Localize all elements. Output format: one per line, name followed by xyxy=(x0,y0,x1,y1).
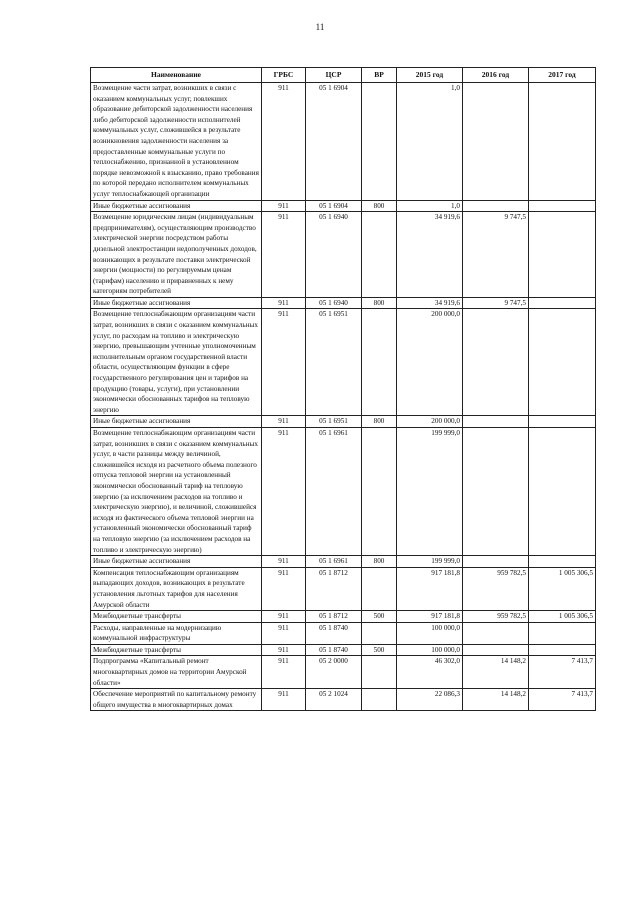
cell-2015: 100 000,0 xyxy=(397,644,463,656)
cell-csr: 05 1 6904 xyxy=(306,200,362,212)
table-row xyxy=(91,297,596,309)
table-row xyxy=(91,416,596,428)
cell-csr: 05 1 6961 xyxy=(306,556,362,568)
cell-2017 xyxy=(529,83,596,201)
cell-2016: 9 747,5 xyxy=(463,297,529,309)
cell-name: Возмещение юридическим лицам (индивидуальным предпринимателям), осуществляющим производство электрической энергии посредством работы дизельной электростанции недополученных доходов, возникающих в результате поставки электрической энергии (мощности) по регулируемым ценам (тарифам) населению и приравненных к нему категориям потребителей xyxy=(91,212,262,298)
cell-2015: 34 919,6 xyxy=(397,297,463,309)
cell-name: Иные бюджетные ассигнования xyxy=(91,416,262,428)
cell-name: Иные бюджетные ассигнования xyxy=(91,200,262,212)
column-header-vr: ВР xyxy=(362,68,397,83)
cell-2015: 1,0 xyxy=(397,200,463,212)
cell-2016 xyxy=(463,622,529,644)
table-row xyxy=(91,309,596,416)
table-row xyxy=(91,556,596,568)
cell-2015: 917 181,8 xyxy=(397,611,463,623)
cell-vr: 800 xyxy=(362,200,397,212)
cell-grbs: 911 xyxy=(262,416,306,428)
cell-grbs: 911 xyxy=(262,309,306,416)
cell-2017 xyxy=(529,200,596,212)
cell-vr xyxy=(362,428,397,556)
cell-grbs: 911 xyxy=(262,622,306,644)
table-row xyxy=(91,83,596,201)
cell-2017 xyxy=(529,428,596,556)
column-header-2015: 2015 год xyxy=(397,68,463,83)
cell-2015: 199 999,0 xyxy=(397,556,463,568)
cell-2016 xyxy=(463,556,529,568)
cell-grbs: 911 xyxy=(262,611,306,623)
column-header-grbs: ГРБС xyxy=(262,68,306,83)
cell-2015: 200 000,0 xyxy=(397,416,463,428)
table-row xyxy=(91,611,596,623)
cell-csr: 05 1 8740 xyxy=(306,622,362,644)
cell-vr: 500 xyxy=(362,611,397,623)
table-row xyxy=(91,622,596,644)
cell-2015: 46 302,0 xyxy=(397,656,463,689)
cell-grbs: 911 xyxy=(262,212,306,298)
cell-name: Межбюджетные трансферты xyxy=(91,611,262,623)
cell-2016: 14 148,2 xyxy=(463,656,529,689)
cell-2016 xyxy=(463,428,529,556)
cell-2016: 9 747,5 xyxy=(463,212,529,298)
cell-2016: 959 782,5 xyxy=(463,567,529,610)
cell-2017 xyxy=(529,644,596,656)
cell-2015: 34 919,6 xyxy=(397,212,463,298)
column-header-name: Наименование xyxy=(91,68,262,83)
cell-name: Иные бюджетные ассигнования xyxy=(91,556,262,568)
cell-name: Компенсация теплоснабжающим организациям выпадающих доходов, возникающих в результате установления льготных тарифов для населения Амурской области xyxy=(91,567,262,610)
cell-vr xyxy=(362,567,397,610)
cell-grbs: 911 xyxy=(262,428,306,556)
cell-2016 xyxy=(463,416,529,428)
cell-2017 xyxy=(529,416,596,428)
cell-grbs: 911 xyxy=(262,567,306,610)
cell-csr: 05 1 8712 xyxy=(306,567,362,610)
table-row xyxy=(91,644,596,656)
table-row xyxy=(91,212,596,298)
cell-2016 xyxy=(463,83,529,201)
cell-2015: 1,0 xyxy=(397,83,463,201)
cell-vr xyxy=(362,689,397,711)
cell-csr: 05 1 6961 xyxy=(306,428,362,556)
page-number: 11 xyxy=(315,22,325,32)
cell-2015: 22 086,3 xyxy=(397,689,463,711)
cell-2016 xyxy=(463,644,529,656)
cell-name: Межбюджетные трансферты xyxy=(91,644,262,656)
cell-2015: 917 181,8 xyxy=(397,567,463,610)
header-row xyxy=(91,68,596,83)
cell-2017: 1 005 306,5 xyxy=(529,611,596,623)
cell-2016: 14 148,2 xyxy=(463,689,529,711)
cell-2015: 100 000,0 xyxy=(397,622,463,644)
cell-2015: 199 999,0 xyxy=(397,428,463,556)
cell-grbs: 911 xyxy=(262,644,306,656)
cell-vr: 800 xyxy=(362,556,397,568)
cell-vr xyxy=(362,622,397,644)
cell-2017: 1 005 306,5 xyxy=(529,567,596,610)
cell-csr: 05 1 6940 xyxy=(306,212,362,298)
cell-2017: 7 413,7 xyxy=(529,656,596,689)
cell-vr xyxy=(362,83,397,201)
cell-name: Возмещение теплоснабжающим организациям части затрат, возникших в связи с оказанием коммунальных услуг, по расходам на топливо и электрическую энергию, превышающим учтенные уполномоченным исполнительным органом государственной власти области, осуществляющим функции в сфере государственного регулирования цен и тарифов на продукцию (товары, услуги), при установлении экономически обоснованных тарифов на тепловую энергию xyxy=(91,309,262,416)
cell-name: Расходы, направленные на модернизацию коммунальной инфраструктуры xyxy=(91,622,262,644)
cell-grbs: 911 xyxy=(262,200,306,212)
cell-name: Обеспечение мероприятий по капитальному ремонту общего имущества в многоквартирных домах xyxy=(91,689,262,711)
cell-vr: 500 xyxy=(362,644,397,656)
cell-2016: 959 782,5 xyxy=(463,611,529,623)
cell-vr xyxy=(362,656,397,689)
cell-csr: 05 1 8712 xyxy=(306,611,362,623)
cell-vr xyxy=(362,212,397,298)
cell-grbs: 911 xyxy=(262,297,306,309)
cell-grbs: 911 xyxy=(262,556,306,568)
budget-table xyxy=(90,67,596,711)
cell-2017 xyxy=(529,309,596,416)
cell-name: Подпрограмма «Капитальный ремонт многоквартирных домов на территории Амурской области» xyxy=(91,656,262,689)
cell-2016 xyxy=(463,200,529,212)
cell-name: Иные бюджетные ассигнования xyxy=(91,297,262,309)
cell-csr: 05 1 6951 xyxy=(306,416,362,428)
cell-vr xyxy=(362,309,397,416)
table-row xyxy=(91,656,596,689)
column-header-2016: 2016 год xyxy=(463,68,529,83)
cell-name: Возмещение теплоснабжающим организациям части затрат, возникших в связи с оказанием коммунальных услуг, в части разницы между величиной, сложившейся исходя из расчетного объема полезного отпуска тепловой энергии на установленный экономически обоснованный тариф на тепловую энергию (за исключением расходов на топливо и электрическую энергию), и величиной, сложившейся исходя из фактического объема тепловой энергии на установленный экономически обоснованный тариф на тепловую энергию (за исключением расходов на топливо и электрическую энергию) xyxy=(91,428,262,556)
cell-2017: 7 413,7 xyxy=(529,689,596,711)
cell-csr: 05 1 8740 xyxy=(306,644,362,656)
cell-grbs: 911 xyxy=(262,83,306,201)
cell-2017 xyxy=(529,622,596,644)
cell-2017 xyxy=(529,212,596,298)
table-row xyxy=(91,567,596,610)
table-row xyxy=(91,200,596,212)
cell-2016 xyxy=(463,309,529,416)
table-row xyxy=(91,428,596,556)
cell-2015: 200 000,0 xyxy=(397,309,463,416)
column-header-csr: ЦСР xyxy=(306,68,362,83)
column-header-2017: 2017 год xyxy=(529,68,596,83)
cell-grbs: 911 xyxy=(262,689,306,711)
cell-grbs: 911 xyxy=(262,656,306,689)
table-header xyxy=(91,68,596,83)
cell-name: Возмещение части затрат, возникших в связи с оказанием коммунальных услуг, повлекших образование дебиторской задолженности населения либо дебиторской задолженности исполнителей коммунальных услуг, сложившейся в результате возникновения задолженности населения за предоставленные коммунальные услуги по теплоснабжению, признанной в установленном порядке невозможной к взысканию, право требования по которой передано исполнителем коммунальных услуг теплоснабжающей организации xyxy=(91,83,262,201)
cell-csr: 05 1 6940 xyxy=(306,297,362,309)
table-body xyxy=(91,83,596,711)
cell-vr: 800 xyxy=(362,297,397,309)
cell-csr: 05 1 6904 xyxy=(306,83,362,201)
cell-2017 xyxy=(529,556,596,568)
table-row xyxy=(91,689,596,711)
cell-csr: 05 2 0000 xyxy=(306,656,362,689)
cell-vr: 800 xyxy=(362,416,397,428)
cell-2017 xyxy=(529,297,596,309)
cell-csr: 05 1 6951 xyxy=(306,309,362,416)
cell-csr: 05 2 1024 xyxy=(306,689,362,711)
